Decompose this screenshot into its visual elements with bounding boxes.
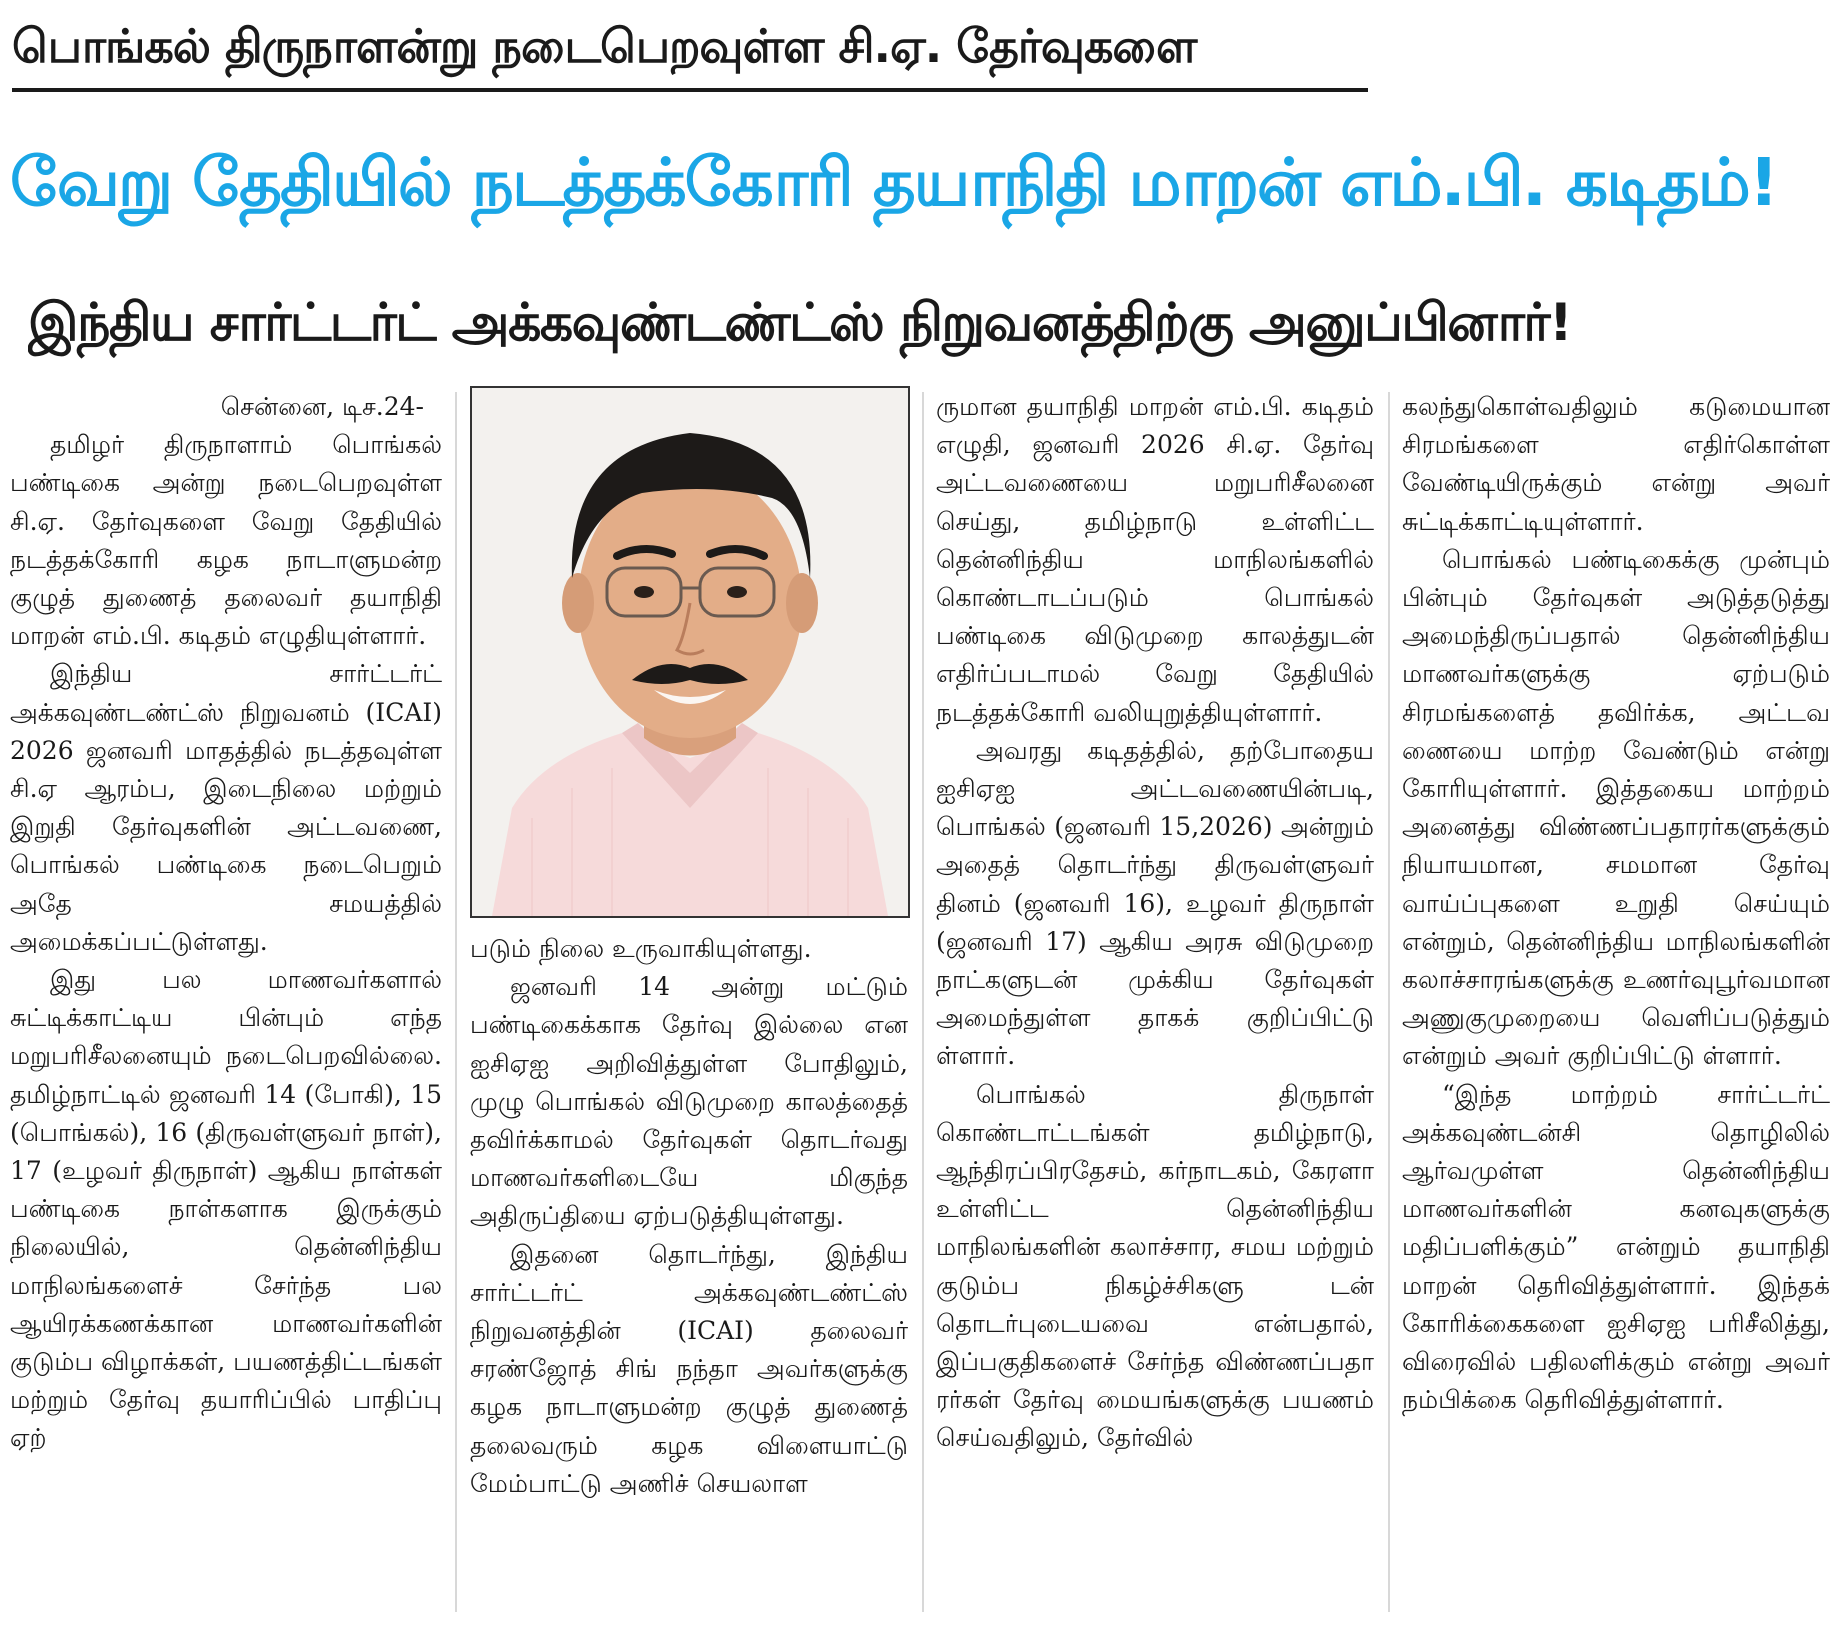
paragraph: இந்திய சார்ட்டர்ட் அக்கவுண்டண்ட்ஸ் நிறுவனம் (ICAI) 2026 ஜனவரி மாதத்தில் நடத்தவுள்ள சி.ஏ ஆரம்ப, இடைநிலை மற்றும் இறுதி தேர்வுகளின் அட்டவணை, பொங்கல் பண்டிகை நடைபெறும் அதே சமயத்தில் அமைக்கப்பட்டுள்ளது. — [10, 659, 442, 956]
sub-headline: இந்திய சார்ட்டர்ட் அக்கவுண்டண்ட்ஸ் நிறுவனத்திற்கு அனுப்பினார்! — [28, 293, 1572, 353]
paragraph: கலந்துகொள்வதிலும் கடுமையான சிரமங்களை எதிர்கொள்ள வேண்டியிருக்கும் என்று அவர் சுட்டிக்காட்டியுள்ளார். — [1402, 392, 1830, 536]
article-column-2 — [470, 930, 908, 1616]
portrait-photo — [470, 386, 910, 918]
paragraph: ஜனவரி 14 அன்று மட்டும் பண்டிகைக்காக தேர்வு இல்லை என ஐசிஏஐ அறிவித்துள்ள போதிலும், முழு பொங்கல் விடுமுறை காலத்தைத் தவிர்க்காமல் தேர்வுகள் தொடர்வது மாணவர்களிடையே மிகுந்த அதிருப்தியை ஏற்படுத்தியுள்ளது. — [470, 972, 908, 1231]
column-divider — [455, 392, 457, 1612]
paragraph: ருமான தயாநிதி மாறன் எம்.பி. கடிதம் எழுதி, ஜனவரி 2026 சி.ஏ. தேர்வு அட்டவணையை மறுபரிசீலனை செய்து, தமிழ்நாடு உள்ளிட்ட தென்னிந்திய மாநிலங்களில் கொண்டாடப்படும் பொங்கல் பண்டிகை விடுமுறை காலத்துடன் எதிர்ப்படாமல் வேறு தேதியில் நடத்தக்கோரி வலியுறுத்தியுள்ளார். — [936, 392, 1374, 727]
paragraph: பொங்கல் பண்டிகைக்கு முன்பும் பின்பும் தேர்வுகள் அடுத்தடுத்து அமைந்திருப்பதால் தென்னிந்திய மாணவர்களுக்கு ஏற்படும் சிரமங்களைத் தவிர்க்க, அட்டவ ணையை மாற்ற வேண்டும் என்று கோரியுள்ளார். இத்தகைய மாற்றம் அனைத்து விண்ணப்பதாரர்களுக்கும் நியாயமான, சமமான தேர்வு வாய்ப்புகளை உறுதி செய்யும் என்றும், தென்னிந்திய மாநிலங்களின் கலாச்சாரங்களுக்கு உணர்வுபூர்வமான அணுகுமுறையை வெளிப்படுத்தும் என்றும் அவர் குறிப்பிட்டு ள்ளார். — [1402, 544, 1830, 1071]
article-column-4 — [1402, 388, 1830, 1616]
column-divider — [1388, 392, 1390, 1612]
paragraph: “இந்த மாற்றம் சார்ட்டர்ட் அக்கவுண்டன்சி தொழிலில் ஆர்வமுள்ள தென்னிந்திய மாணவர்களின் கனவுகளுக்கு மதிப்பளிக்கும்” என்றும் தயாநிதி மாறன் தெரிவித்துள்ளார். இந்தக் கோரிக்கைகளை ஐசிஏஐ பரிசீலித்து, விரைவில் பதிலளிக்கும் என்று அவர் நம்பிக்கை தெரிவித்துள்ளார். — [1402, 1079, 1830, 1415]
portrait-photo-icon — [472, 388, 908, 916]
main-headline: வேறு தேதியில் நடத்தக்கோரி தயாநிதி மாறன் எம்.பி. கடிதம்! — [10, 144, 1777, 221]
dateline: சென்னை, டிச.24- — [220, 392, 424, 421]
paragraph: பொங்கல் திருநாள் கொண்டாட்டங்கள் தமிழ்நாடு, ஆந்திரப்பிரதேசம், கர்நாடகம், கேரளா உள்ளிட்ட தென்னிந்திய மாநிலங்களின் கலாச்சார, சமய மற்றும் குடும்ப நிகழ்ச்சிகளு டன் தொடர்புடையவை என்பதால், இப்பகுதிகளைச் சேர்ந்த விண்ணப்பதா ரர்கள் தேர்வு மையங்களுக்கு பயணம் செய்வதிலும், தேர்வில் — [936, 1079, 1374, 1453]
paragraph: இதனை தொடர்ந்து, இந்திய சார்ட்டர்ட் அக்கவுண்டண்ட்ஸ் நிறுவனத்தின் (ICAI) தலைவர் சரண்ஜோத் சிங் நந்தா அவர்களுக்கு கழக நாடாளுமன்ற குழுத் துணைத் தலைவரும் கழக விளையாட்டு மேம்பாட்டு அணிச் செயலாள — [470, 1239, 908, 1498]
article-column-1 — [10, 388, 442, 1616]
paragraph: தமிழர் திருநாளாம் பொங்கல் பண்டிகை அன்று நடைபெறவுள்ள சி.ஏ. தேர்வுகளை வேறு தேதியில் நடத்தக்கோரி கழக நாடாளுமன்ற குழுத் துணைத் தலைவர் தயாநிதி மாறன் எம்.பி. கடிதம் எழுதியுள்ளார். — [10, 430, 442, 651]
paragraph: அவரது கடிதத்தில், தற்போதைய ஐசிஏஐ அட்டவணையின்படி, பொங்கல் (ஜனவரி 15,2026) அன்றும் அதைத் தொடர்ந்து திருவள்ளுவர் தினம் (ஜனவரி 16), உழவர் திருநாள் (ஜனவரி 17) ஆகிய அரசு விடுமுறை நாட்களுடன் முக்கிய தேர்வுகள் அமைந்துள்ள தாகக் குறிப்பிட்டு ள்ளார். — [936, 735, 1374, 1071]
article-column-3 — [936, 388, 1374, 1616]
column-divider — [922, 392, 924, 1612]
paragraph: இது பல மாணவர்களால் சுட்டிக்காட்டிய பின்பும் எந்த மறுபரிசீலனையும் நடைபெறவில்லை. தமிழ்நாட்டில் ஜனவரி 14 (போகி), 15 (பொங்கல்), 16 (திருவள்ளுவர் நாள்), 17 (உழவர் திருநாள்) ஆகிய நாள்கள் பண்டிகை நாள்களாக இருக்கும் நிலையில், தென்னிந்திய மாநிலங்களைச் சேர்ந்த பல ஆயிரக்கணக்கான மாணவர்களின் குடும்ப விழாக்கள், பயணத்திட்டங்கள் மற்றும் தேர்வு தயாரிப்பில் பாதிப்பு ஏற் — [10, 965, 442, 1453]
paragraph: படும் நிலை உருவாகியுள்ளது. — [470, 934, 812, 963]
kicker-headline: பொங்கல் திருநாளன்று நடைபெறவுள்ள சி.ஏ. தேர்வுகளை — [12, 6, 1368, 92]
